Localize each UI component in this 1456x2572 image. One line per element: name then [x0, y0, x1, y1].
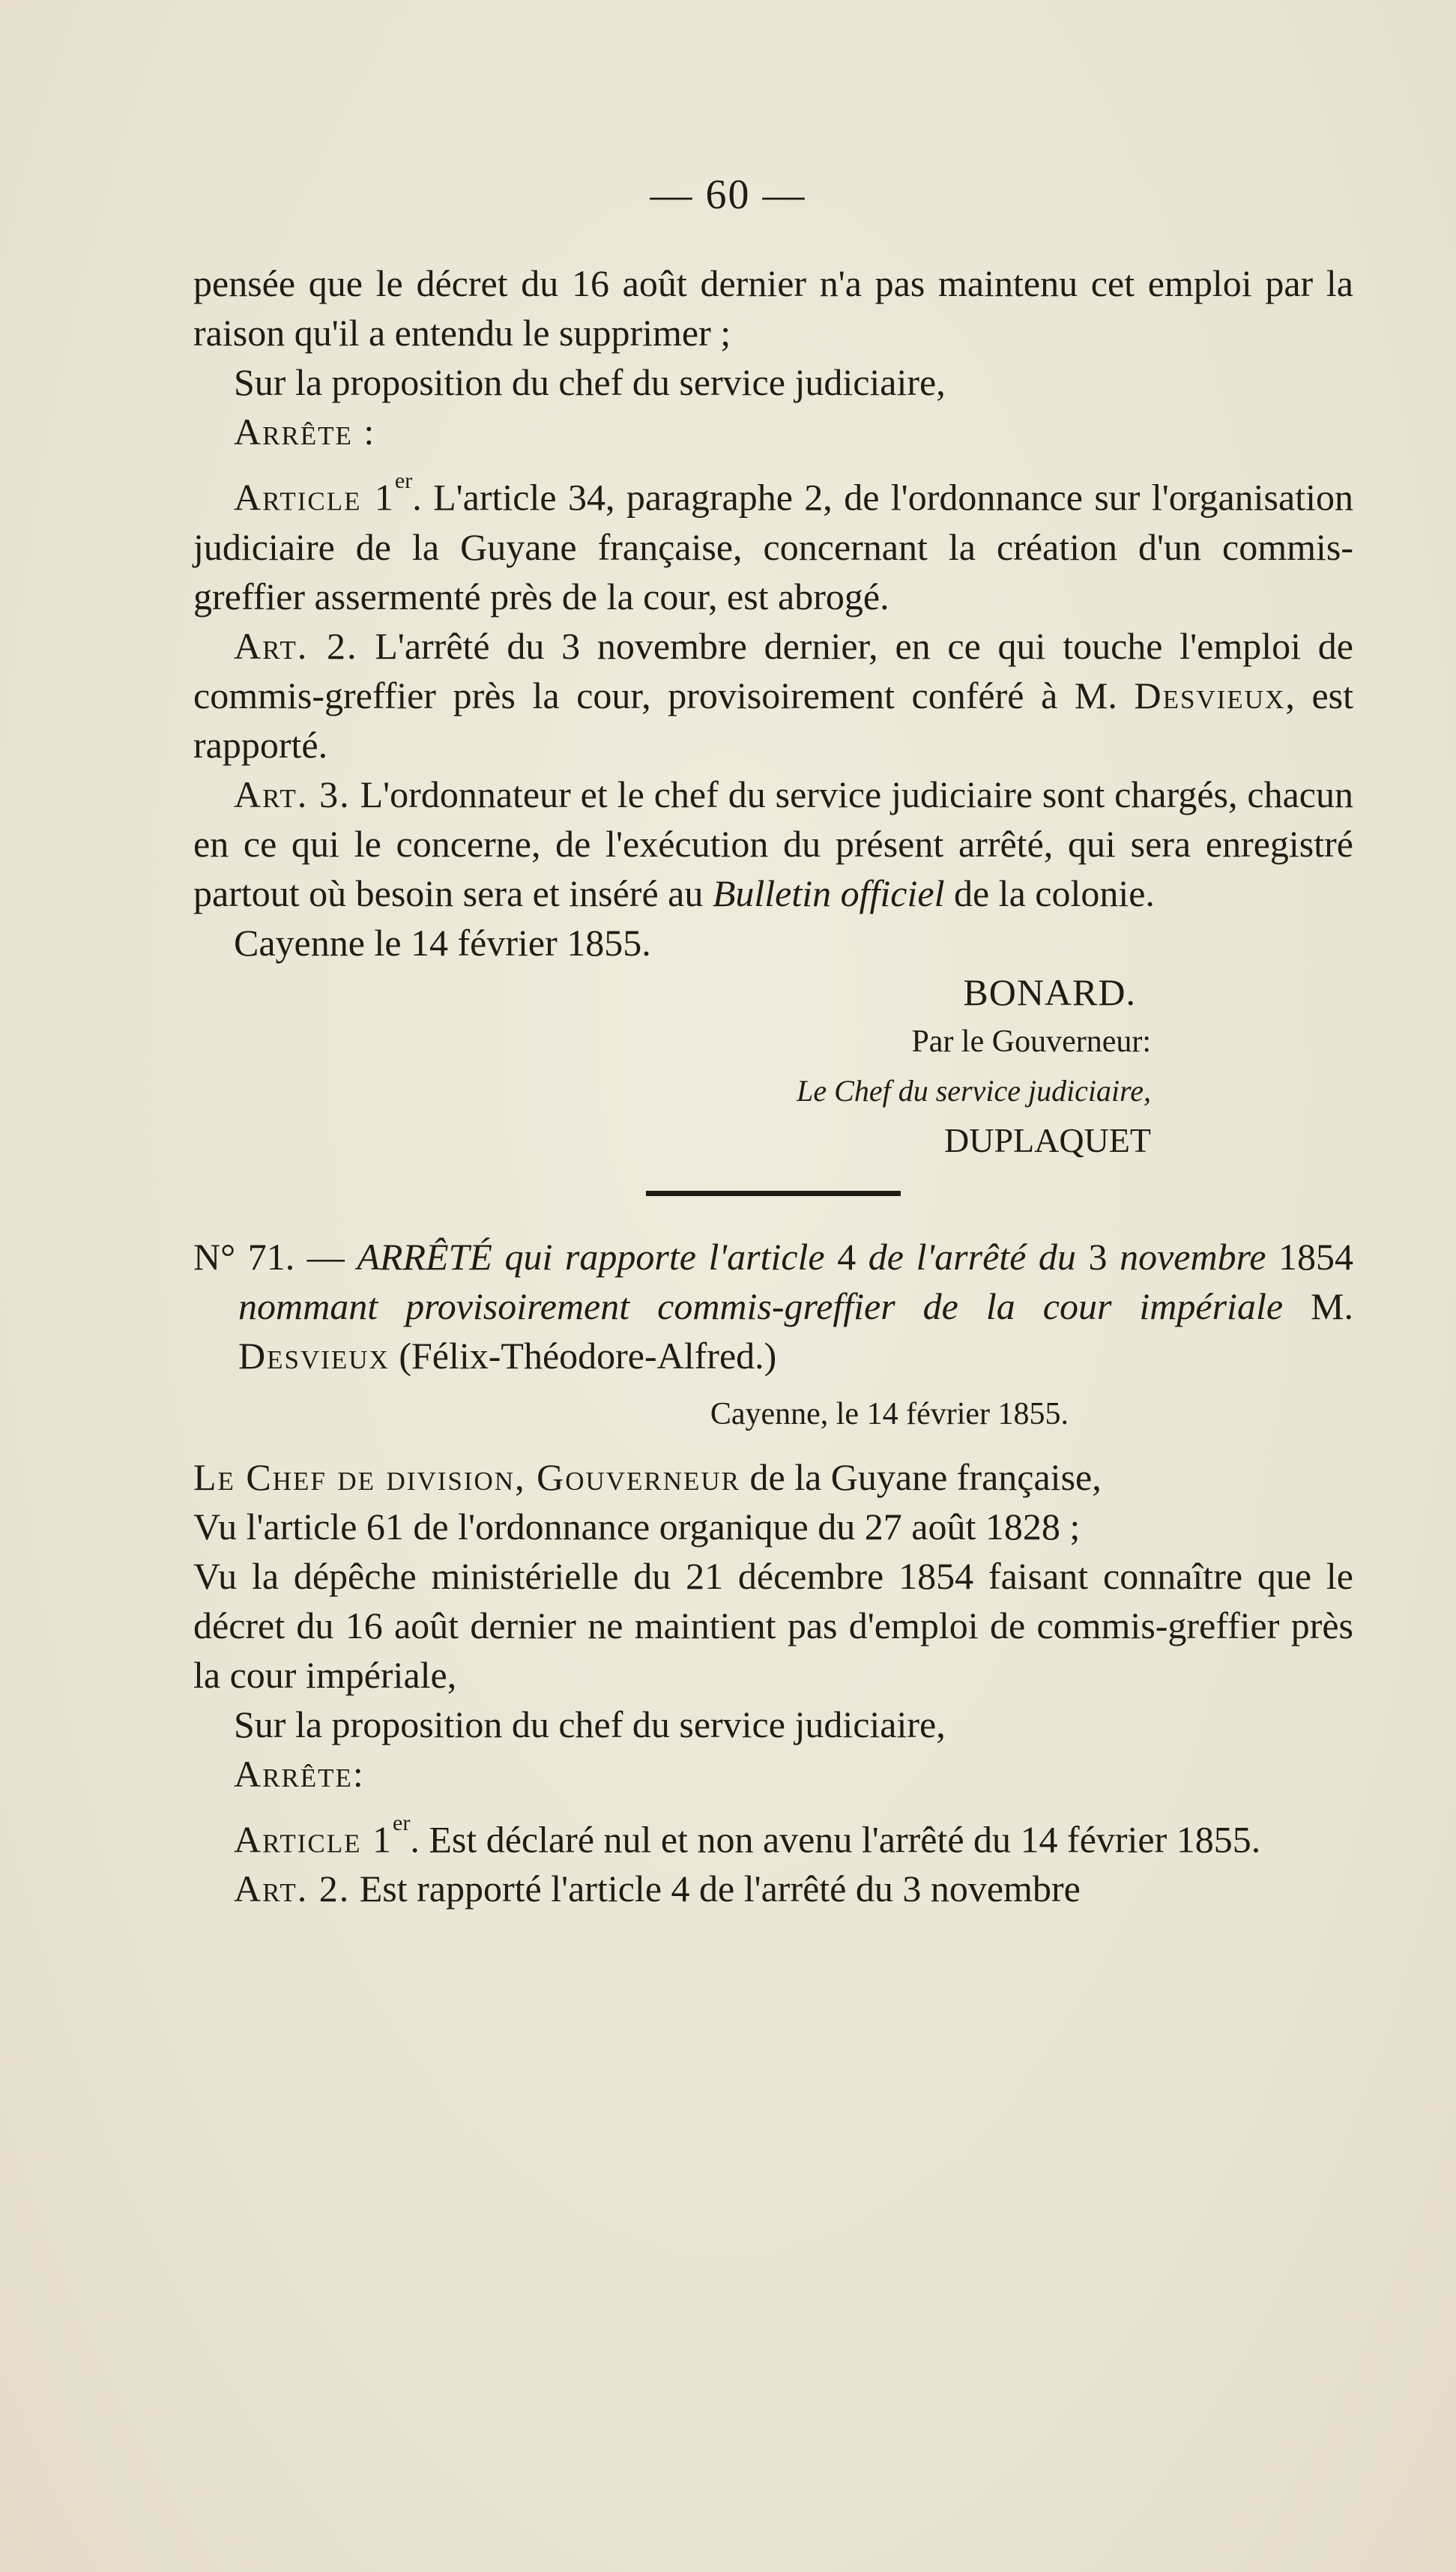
decree-date: Cayenne, le 14 février 1855.	[710, 1396, 1069, 1431]
decree-title-num-2: 3	[1075, 1235, 1120, 1278]
decree-title-part-3: novembre	[1120, 1235, 1266, 1278]
decree-article-2	[193, 1864, 1353, 1913]
decree-article-1-sup: er	[393, 1810, 411, 1835]
page-number: — 60 —	[650, 172, 806, 218]
vu-depeche: Vu la dépêche ministérielle du 21 décembre 1854 faisant connaître que le décret du 16 août dernier ne maintient pas d'emploi de commis-greffier près la cour impériale,	[193, 1554, 1353, 1696]
decree-title-num-3: 1854	[1266, 1235, 1353, 1278]
article-3-end: de la colonie.	[944, 872, 1155, 914]
place-date: Cayenne le 14 février 1855.	[234, 921, 651, 964]
decree-number: N° 71. —	[193, 1235, 357, 1278]
decree-title	[193, 1232, 1353, 1380]
chef-name: DUPLAQUET	[944, 1120, 1151, 1159]
section-divider	[646, 1191, 901, 1196]
page-body	[193, 259, 1353, 1913]
signer-name: BONARD.	[963, 970, 1136, 1013]
decree-article-2-label: Art. 2.	[234, 1868, 351, 1910]
article-2-end: , est rapporté.	[193, 674, 1353, 766]
paragraph-proposition: Sur la proposition du chef du service judiciaire,	[234, 361, 946, 403]
decree-article-2-text: Est rapporté l'article 4 de l'arrêté du 3 novembre	[350, 1868, 1081, 1910]
article-1	[193, 456, 1353, 621]
article-3-label: Art. 3.	[234, 773, 351, 815]
governor-end: de la Guyane française,	[740, 1455, 1102, 1498]
decree-article-1-label: Article 1	[234, 1818, 393, 1861]
chef-title: Le Chef du service judiciaire,	[797, 1073, 1151, 1108]
decree-title-num-1: 4	[824, 1235, 869, 1278]
decree-title-part-4: nommant provisoirement commis-greffier de la cour impériale	[238, 1285, 1284, 1327]
decree-title-end: (Félix-Théodore-Alfred.)	[389, 1334, 777, 1377]
decree-title-part-1: ARRÊTÉ qui rapporte l'article	[357, 1235, 825, 1278]
decree-article-1-text: . Est déclaré nul et non avenu l'arrêté du 14 février 1855.	[410, 1818, 1261, 1861]
article-2-text: L'arrêté du 3 novembre dernier, en ce qui touche l'emploi de commis-greffier près la cour, provisoirement conféré à M.	[193, 624, 1353, 716]
signature-block	[193, 967, 1353, 1165]
article-1-sup: er	[394, 468, 413, 493]
governor-line	[193, 1452, 1353, 1502]
par-le-gouverneur: Par le Gouverneur:	[911, 1024, 1151, 1059]
vu-article: Vu l'article 61 de l'ordonnance organique du 27 août 1828 ;	[193, 1505, 1081, 1548]
article-1-text: . L'article 34, paragraphe 2, de l'ordonnance sur l'organisation judiciaire de la Guyane française, concernant la création d'un commis-greffier assermenté près de la cour, est abrogé.	[193, 476, 1353, 618]
decree-title-part-2: de l'arrêté du	[868, 1235, 1076, 1278]
decree-title-m: M.	[1283, 1285, 1353, 1327]
article-3	[193, 770, 1353, 918]
sur-proposition: Sur la proposition du chef du service judiciaire,	[234, 1703, 946, 1745]
arrete-label: Arrête :	[234, 411, 376, 453]
article-2	[193, 621, 1353, 770]
decree-title-name: Desvieux	[238, 1334, 390, 1377]
arrete-heading	[193, 407, 1353, 456]
arrete-label-2: Arrête:	[234, 1752, 365, 1795]
article-2-name: Desvieux	[1134, 674, 1286, 716]
article-3-bulletin: Bulletin officiel	[712, 872, 945, 914]
decree-article-1	[193, 1799, 1353, 1865]
article-1-label: Article 1	[234, 476, 395, 519]
governor-title: Le Chef de division, Gouverneur	[193, 1455, 741, 1498]
arrete-heading-2	[193, 1749, 1353, 1799]
article-3-text: L'ordonnateur et le chef du service judiciaire sont chargés, chacun en ce qui le concerne, de l'exécution du présent arrêté, qui sera enregistré partout où besoin sera et inséré au	[193, 773, 1353, 914]
paragraph-continuation: pensée que le décret du 16 août dernier n'a pas maintenu cet emploi par la raison qu'il a entendu le supprimer ;	[193, 262, 1353, 354]
decree-title-text	[193, 1232, 1353, 1380]
article-2-label: Art. 2.	[234, 624, 358, 667]
